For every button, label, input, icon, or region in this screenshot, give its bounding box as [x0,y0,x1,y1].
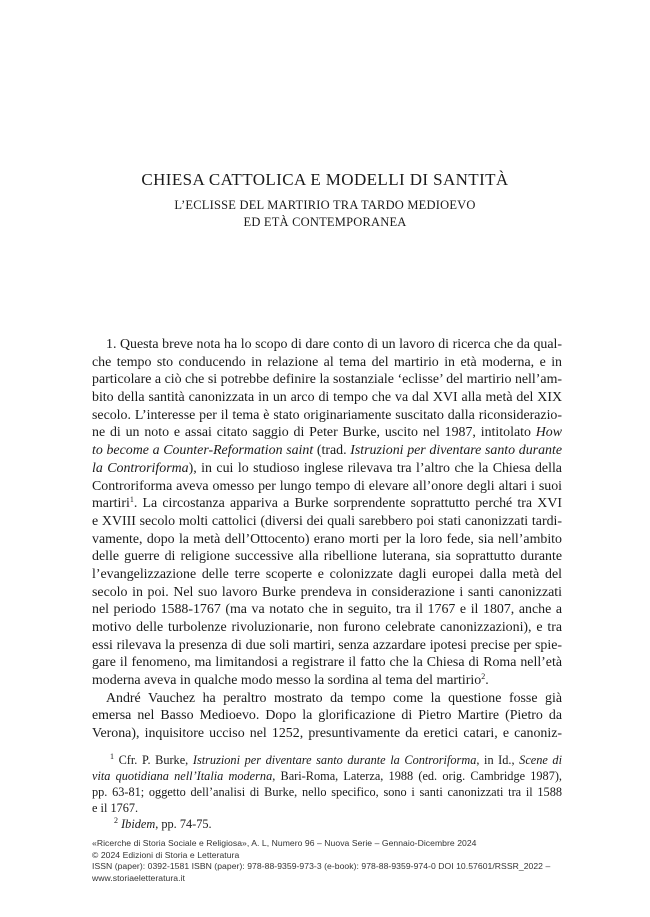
text-line: André Vauchez ha peraltro mostrato da tempo come la questione fosse già [106,690,562,706]
text-line: gare il fenomeno, ma limitandosi a registrare il fatto che la Chiesa di Roma nell’età [92,655,562,671]
text-segment: moderna aveva in qualche modo messo la sordina al tema del martirio [92,673,482,689]
text-line: e XVIII secolo molti cattolici (diversi dei quali sarebbero poi stati canonizzati tardi- [92,513,562,529]
text-segment: (trad. [313,443,351,459]
article-subtitle [0,197,650,231]
main-text [92,336,562,743]
text-line: Controriforma aveva omesso per lungo tempo di elevare all’onore degli altari i suoi [92,478,562,494]
italic-title: Istruzioni per diventare santo durante la Controriforma [192,753,477,767]
footnote-number: 1 [110,752,114,761]
text-line: 1. Questa breve nota ha lo scopo di dare conto di un lavoro di ricerca che da qual- [106,337,562,352]
text-line: secolo. L’interesse per il tema è stato originariamente suscitato dalla riconsiderazio- [92,407,562,423]
footnote-ref-1[interactable]: 1 [129,495,134,505]
text-line: particolare a ciò che si potrebbe definire la sostanziale ‘eclisse’ del martirio nell’am- [92,372,562,388]
text-line: l’evangelizzazione delle terre scoperte e colonizzate dagli europei dalla metà del [92,566,562,582]
italic-title: How [535,425,562,441]
publication-imprint [92,838,572,884]
text-line: motivo delle turbolenze rivoluzionarie, non furono celebrate canonizzazioni), e tra [92,620,562,635]
italic-title: Ibidem [121,817,156,831]
footnotes [92,752,562,832]
text-line [92,495,562,513]
footnote-ref-2[interactable]: 2 [481,672,486,682]
imprint-copyright: © 2024 Edizioni di Storia e Letteratura [92,849,240,860]
imprint-website[interactable]: www.storiaeletteratura.it [92,872,185,883]
footnote-1-line: e il 1767. [92,801,139,815]
text-segment: . [485,673,489,689]
footnote-number: 2 [114,816,118,825]
text-line: vamente, dopo la metà dell’Ottocento) erano morti per la loro fede, sia nell’ambito [92,531,562,547]
italic-title: Scene di [519,753,562,767]
footnote-2 [92,816,562,832]
italic-title: to become a Counter-Reformation saint [92,443,314,459]
text-line: che tempo sto conducendo in relazione al tema del martirio in età moderna, e in [92,354,562,370]
text-segment: , in Id., [476,753,520,767]
text-segment: martiri [92,496,130,512]
italic-title: Istruzioni per diventare santo durante [350,443,562,459]
footnote-1-line: pp. 63-81; oggetto dell’analisi di Burke, nello specifico, sono i santi canonizzati tra il 1588 [92,785,562,799]
text-line: delle guerre di religione successive alla ribellione luterana, sia soprattutto durante [92,549,562,565]
text-segment: Cfr. P. Burke, [118,753,193,767]
subtitle-line-1: L’ECLISSE DEL MARTIRIO TRA TARDO MEDIOEVO [174,198,476,212]
text-segment: , pp. 74-75. [155,817,212,831]
text-line: secolo in poi. Nel suo lavoro Burke prendeva in considerazione i santi canonizzati [92,584,562,600]
text-segment: ), in cui lo studioso inglese rilevava tra l’altro che la Chiesa della [188,460,562,476]
text-line [92,442,562,460]
text-line: emersa nel Basso Medioevo. Dopo la glorificazione di Pietro Martire (Pietro da [92,708,562,724]
text-segment: ne di un noto e assai citato saggio di Peter Burke, uscito nel 1987, intitolato [92,425,536,441]
text-line: essi rilevava la presenza di due soli martiri, senza azzardare ipotesi precise per spie- [92,637,562,653]
text-segment: . La circostanza appariva a Burke sorprendente soprattutto perché tra XVI [133,496,562,512]
text-line [92,460,562,478]
text-line: bito della santità canonizzata in un arco di tempo che va dal XVI alla metà del XIX [92,390,562,406]
imprint-identifiers: ISSN (paper): 0392-1581 ISBN (paper): 978-88-9359-973-3 (e-book): 978-88-9359-974-0 DOI 10.57601/RSSR_2022 – [92,861,551,872]
footnote-1-line [92,752,562,768]
footnote-1-line [92,768,562,784]
text-line [92,672,562,690]
imprint-journal: «Ricerche di Storia Sociale e Religiosa», A. L, Numero 96 – Nuova Serie – Gennaio-Dicembre 2024 [92,838,477,848]
text-line: nel periodo 1588-1767 (ma va notato che in seguito, tra il 1767 e il 1807, anche a [92,602,562,618]
subtitle-line-2: ED ETÀ CONTEMPORANEA [243,215,407,229]
text-segment: , Bari-Roma, Laterza, 1988 (ed. orig. Cambridge 1987), [272,769,562,783]
italic-title: vita quotidiana nell’Italia moderna [92,769,273,783]
text-line: Verona), inquisitore ucciso nel 1252, presuntivamente da eretici catari, e canoniz- [92,726,562,742]
text-line [92,424,562,442]
italic-title: la Controriforma [92,460,189,476]
article-title: CHIESA CATTOLICA E MODELLI DI SANTITÀ [141,170,509,189]
